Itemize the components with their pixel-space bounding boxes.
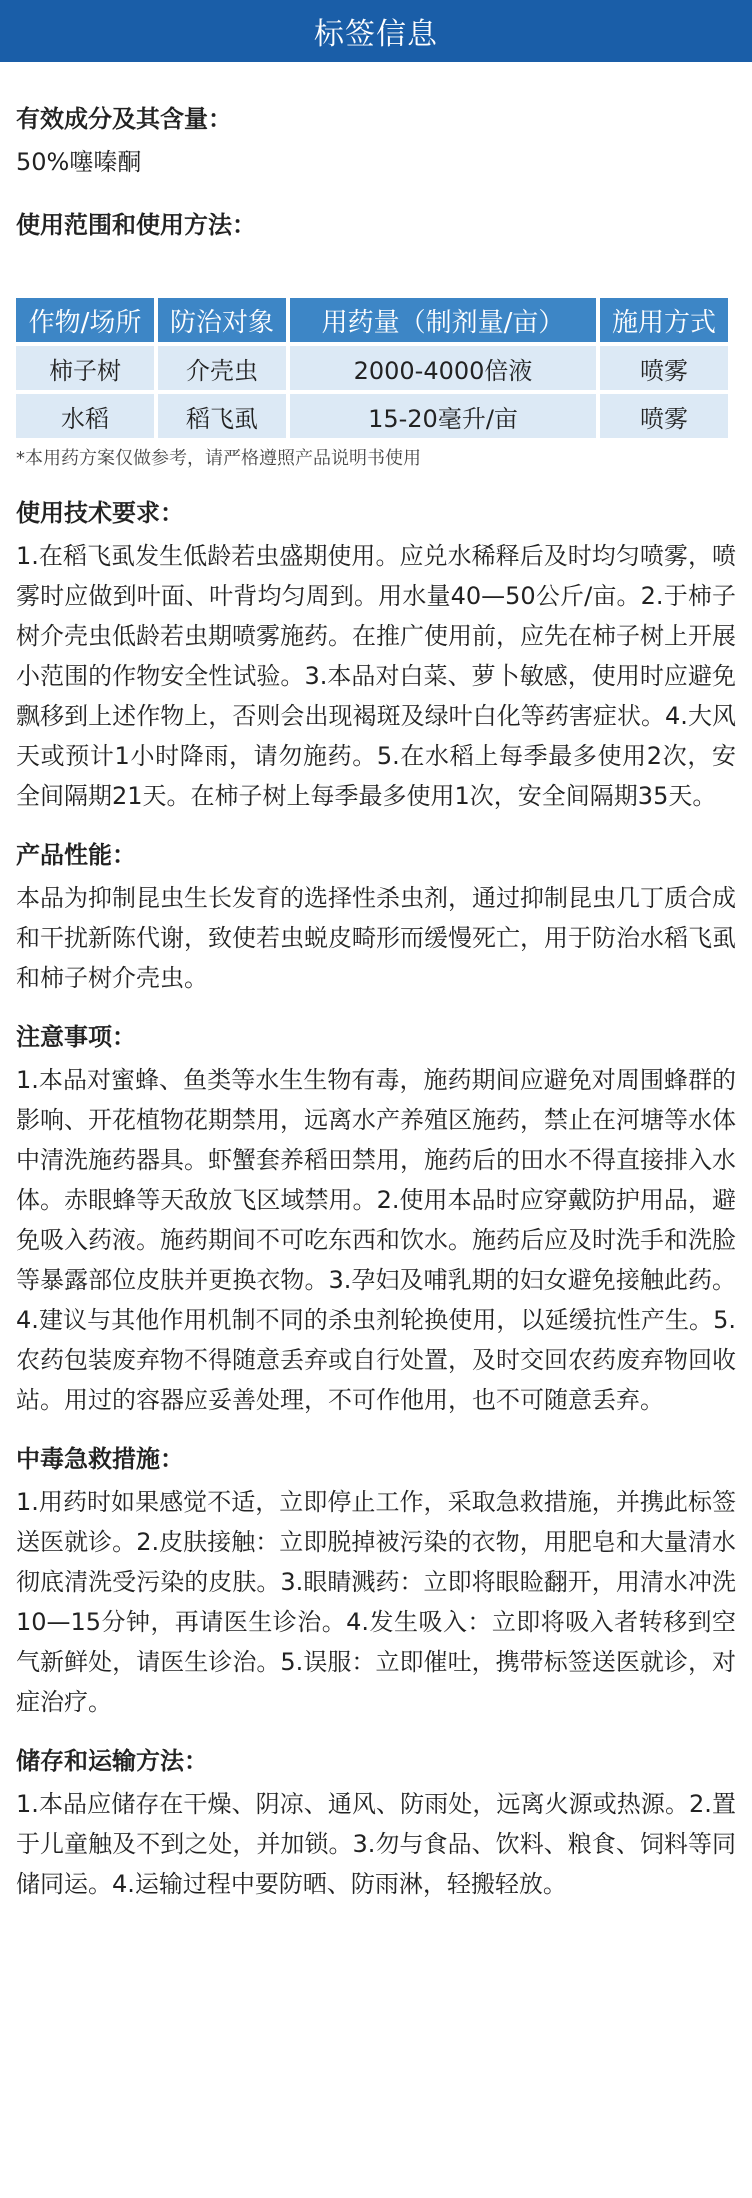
table-header-row bbox=[16, 298, 728, 342]
technique-section bbox=[16, 496, 736, 816]
table-row bbox=[16, 394, 728, 438]
page-title: 标签信息 bbox=[314, 17, 438, 52]
precautions-section bbox=[16, 1020, 736, 1420]
table-header-method: 施用方式 bbox=[600, 298, 728, 342]
table-cell: 稻飞虱 bbox=[158, 394, 286, 438]
table-cell: 15-20毫升/亩 bbox=[290, 394, 596, 438]
technique-title: 使用技术要求： bbox=[16, 499, 184, 527]
storage-text: 1.本品应储存在干燥、阴凉、通风、防雨处，远离火源或热源。2.置于儿童触及不到之处，并加锁。3.勿与食品、饮料、粮食、饲料等同储同运。4.运输过程中要防晒、防雨淋，轻搬轻放。 bbox=[16, 1790, 736, 1898]
precautions-text: 1.本品对蜜蜂、鱼类等水生生物有毒，施药期间应避免对周围蜂群的影响、开花植物花期禁用，远离水产养殖区施药，禁止在河塘等水体中清洗施药器具。虾蟹套养稻田禁用，施药后的田水不得直接排入水体。赤眼蜂等天敌放飞区域禁用。2.使用本品时应穿戴防护用品，避免吸入药液。施药期间不可吃东西和饮水。施药后应及时洗手和洗脸等暴露部位皮肤并更换衣物。3.孕妇及哺乳期的妇女避免接触此药。4.建议与其他作用机制不同的杀虫剂轮换使用，以延缓抗性产生。5.农药包装废弃物不得随意丢弃或自行处置，及时交回农药废弃物回收站。用过的容器应妥善处理，不可作他用，也不可随意丢弃。 bbox=[16, 1066, 736, 1414]
label-content bbox=[0, 102, 752, 1904]
ingredient-title: 有效成分及其含量： bbox=[16, 105, 232, 133]
first-aid-section bbox=[16, 1442, 736, 1722]
table-note: *本用药方案仅做参考，请严格遵照产品说明书使用 bbox=[16, 448, 421, 469]
table-header-dosage: 用药量（制剂量/亩） bbox=[290, 298, 596, 342]
precautions-title: 注意事项： bbox=[16, 1023, 136, 1051]
performance-section bbox=[16, 838, 736, 998]
table-cell: 介壳虫 bbox=[158, 346, 286, 390]
page-header bbox=[0, 0, 752, 62]
ingredient-text: 50%噻嗪酮 bbox=[16, 148, 142, 176]
table-row bbox=[16, 346, 728, 390]
table-header-target: 防治对象 bbox=[158, 298, 286, 342]
table-header-crop: 作物/场所 bbox=[16, 298, 154, 342]
table-cell: 柿子树 bbox=[16, 346, 154, 390]
first-aid-title: 中毒急救措施： bbox=[16, 1445, 184, 1473]
table-cell: 喷雾 bbox=[600, 394, 728, 438]
storage-title: 储存和运输方法： bbox=[16, 1747, 208, 1775]
usage-scope-title: 使用范围和使用方法： bbox=[16, 211, 256, 239]
storage-section bbox=[16, 1744, 736, 1904]
performance-text: 本品为抑制昆虫生长发育的选择性杀虫剂，通过抑制昆虫几丁质合成和干扰新陈代谢，致使若虫蜕皮畸形而缓慢死亡，用于防治水稻飞虱和柿子树介壳虫。 bbox=[16, 884, 736, 992]
table-cell: 2000-4000倍液 bbox=[290, 346, 596, 390]
ingredient-section bbox=[16, 102, 736, 182]
performance-title: 产品性能： bbox=[16, 841, 136, 869]
dosage-table bbox=[12, 294, 732, 442]
table-cell: 喷雾 bbox=[600, 346, 728, 390]
usage-scope-section bbox=[16, 208, 736, 472]
table-cell: 水稻 bbox=[16, 394, 154, 438]
dosage-table-wrap bbox=[16, 294, 736, 472]
first-aid-text: 1.用药时如果感觉不适，立即停止工作，采取急救措施，并携此标签送医就诊。2.皮肤接触：立即脱掉被污染的衣物，用肥皂和大量清水彻底清洗受污染的皮肤。3.眼睛溅药：立即将眼睑翻开，用清水冲洗10—15分钟，再请医生诊治。4.发生吸入：立即将吸入者转移到空气新鲜处，请医生诊治。5.误服：立即催吐，携带标签送医就诊，对症治疗。 bbox=[16, 1488, 736, 1716]
technique-text: 1.在稻飞虱发生低龄若虫盛期使用。应兑水稀释后及时均匀喷雾，喷雾时应做到叶面、叶背均匀周到。用水量40—50公斤/亩。2.于柿子树介壳虫低龄若虫期喷雾施药。在推广使用前，应先在柿子树上开展小范围的作物安全性试验。3.本品对白菜、萝卜敏感，使用时应避免飘移到上述作物上，否则会出现褐斑及绿叶白化等药害症状。4.大风天或预计1小时降雨，请勿施药。5.在水稻上每季最多使用2次，安全间隔期21天。在柿子树上每季最多使用1次，安全间隔期35天。 bbox=[16, 542, 736, 810]
